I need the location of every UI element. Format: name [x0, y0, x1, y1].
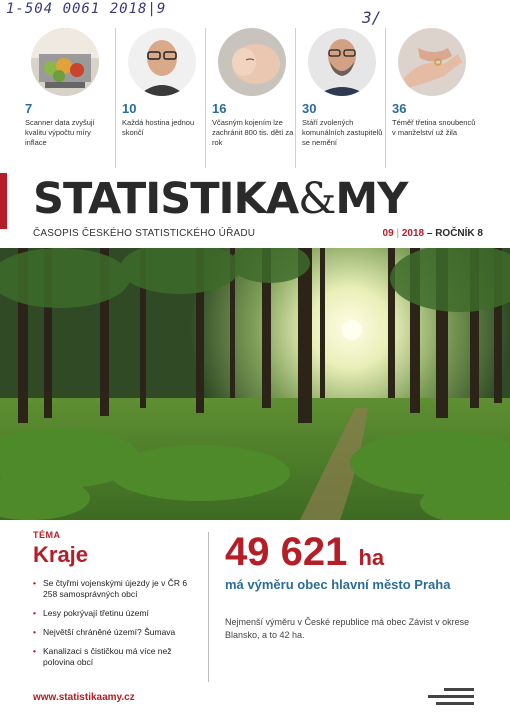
teaser-item[interactable]: [295, 28, 385, 168]
topic-list-item: • Lesy pokrývají třetinu území: [33, 608, 198, 619]
teaser-photo-man-glasses: [128, 28, 196, 96]
issue-dash: –: [426, 228, 433, 239]
fact-number-unit: ha: [358, 545, 385, 570]
topic-list-item: • Kanalizaci s čističkou má více než polovina obcí: [33, 646, 198, 668]
issue-volume: ROČNÍK 8: [435, 228, 483, 239]
teaser-text: Téměř třetina snoubenců v manželství už žila: [392, 118, 476, 137]
masthead-accent-bar: [0, 173, 7, 229]
publisher-logo-icon: [428, 688, 474, 710]
teaser-text: Včasným kojením lze zachránit 800 tis. dětí za rok: [212, 118, 294, 147]
teaser-item[interactable]: [385, 28, 475, 168]
bottom-section: [0, 520, 510, 728]
teaser-item[interactable]: [25, 28, 115, 168]
website-link[interactable]: www.statistikaamy.cz: [33, 692, 135, 703]
fact-number: [225, 530, 384, 575]
handwritten-mark: 3/: [362, 8, 382, 27]
issue-separator: |: [396, 228, 400, 239]
column-divider: [208, 532, 209, 682]
teaser-photo-shopping: [31, 28, 99, 96]
fact-number-value: 49 621: [225, 530, 348, 574]
teaser-page-number: 30: [302, 101, 317, 116]
teaser-strip: [25, 28, 475, 168]
handwritten-note: 1-504 0061 2018|9: [6, 1, 167, 17]
masthead-subtitle: [33, 228, 483, 242]
topic-list-item: • Největší chráněné území? Šumava: [33, 627, 198, 638]
teaser-photo-bearded-man: [308, 28, 376, 96]
issue-year: 2018: [401, 228, 425, 239]
teaser-page-number: 36: [392, 101, 407, 116]
masthead-word-right: MY: [335, 174, 408, 224]
teaser-text: Každá hostina jednou skončí: [122, 118, 195, 137]
masthead-title: [33, 171, 488, 227]
teaser-photo-hands-ring: [398, 28, 466, 96]
teaser-item[interactable]: [205, 28, 295, 168]
teaser-page-number: 16: [212, 101, 227, 116]
issue-number: 09: [382, 228, 394, 239]
masthead-ampersand: &: [298, 174, 336, 224]
topic-label: TÉMA: [33, 530, 61, 540]
teaser-text: Stáří zvolených komunálních zastupitelů se nemění: [302, 118, 383, 147]
cover-photo-forest: [0, 248, 510, 520]
fact-headline: má výměru obec hlavní město Praha: [225, 577, 451, 592]
topic-list-item: • Se čtyřmi vojenskými újezdy je v ČR 6 258 samosprávných obcí: [33, 578, 198, 600]
topic-list: [33, 578, 198, 676]
teaser-page-number: 7: [25, 101, 33, 116]
publisher-line: ČASOPIS ČESKÉHO STATISTICKÉHO ÚŘADU: [33, 228, 256, 239]
teaser-item[interactable]: [115, 28, 205, 168]
masthead-word-left: STATISTIKA: [33, 174, 299, 224]
fact-body: Nejmenší výměru v České republice má obec Závist v okrese Blansko, a to 42 ha.: [225, 617, 470, 640]
teaser-photo-baby: [218, 28, 286, 96]
issue-info: [383, 228, 483, 239]
teaser-text: Scanner data zvyšují kvalitu výpočtu míry inflace: [25, 118, 95, 147]
teaser-page-number: 10: [122, 101, 137, 116]
topic-title: Kraje: [33, 542, 89, 567]
